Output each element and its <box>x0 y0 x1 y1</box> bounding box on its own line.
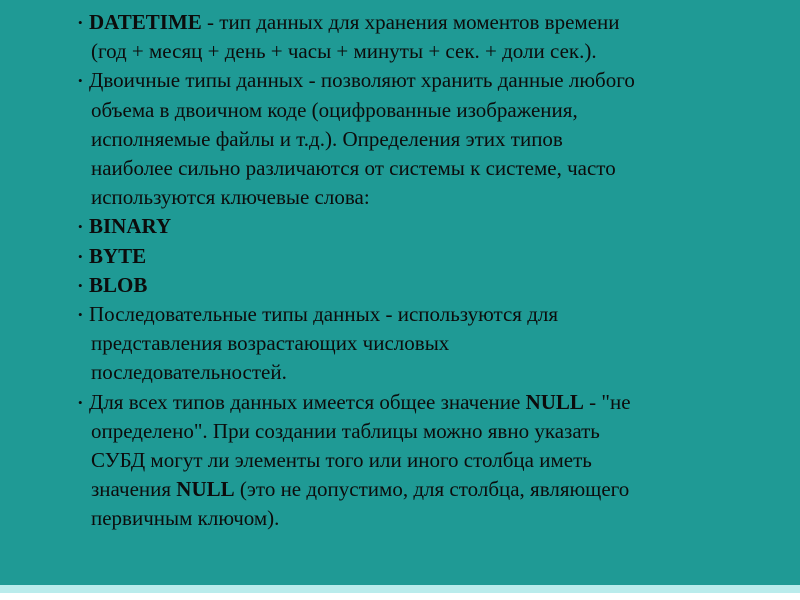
bold-keyword: NULL <box>525 389 584 414</box>
bullet-line <box>89 8 792 37</box>
bullet-dot-icon: • <box>78 15 83 30</box>
bullet-dot-icon: • <box>78 248 83 264</box>
bullet-null-value <box>78 388 792 534</box>
bullet-line: исполняемые файлы и т.д.). Определения этих типов <box>91 126 563 151</box>
bullet-keyword: BINARY <box>89 214 172 239</box>
bullet-line: используются ключевые слова: <box>91 185 370 210</box>
bullet-line: Последовательные типы данных - используются для <box>89 302 559 327</box>
bold-keyword: DATETIME <box>89 10 202 34</box>
bullet-datetime <box>78 8 792 66</box>
bullet-keyword: BYTE <box>89 243 147 268</box>
bullet-line: СУБД могут ли элементы того или иного столбца иметь <box>91 448 592 473</box>
slide-bottom-edge <box>0 585 800 600</box>
bullet-dot-icon: • <box>78 277 83 293</box>
bullet-dot-icon: • <box>78 219 83 235</box>
bullet-line <box>89 388 792 417</box>
bullet-line: (год + месяц + день + часы + минуты + сек. + доли сек.). <box>91 39 597 64</box>
bullet-binary-types <box>78 66 792 212</box>
bullet-line: последовательностей. <box>91 360 287 385</box>
bullet-line: наиболее сильно различаются от системы к системе, часто <box>91 156 616 181</box>
bullet-line: Двоичные типы данных - позволяют хранить данные любого <box>89 68 635 93</box>
bullet-text: Для всех типов данных имеется общее значение <box>89 389 526 414</box>
bullet-sequential-types <box>78 300 792 388</box>
bullet-line: определено". При создании таблицы можно явно указать <box>91 418 600 443</box>
bullet-line: объема в двоичном коде (оцифрованные изображения, <box>91 97 578 122</box>
bold-keyword: NULL <box>176 477 235 502</box>
bullet-line: представления возрастающих числовых <box>91 331 450 356</box>
bullet-binary <box>78 212 792 241</box>
bullet-text: - "не <box>583 389 631 414</box>
bullet-dot-icon: • <box>78 307 83 323</box>
bullet-text: - тип данных для хранения моментов времени <box>201 10 620 34</box>
bullet-line <box>89 475 792 504</box>
bullet-byte <box>78 242 792 271</box>
bullet-line: первичным ключом). <box>91 506 280 531</box>
bullet-text: (это не допустимо, для столбца, являющего <box>234 477 630 502</box>
bullet-blob <box>78 271 792 300</box>
bullet-keyword: BLOB <box>89 272 148 297</box>
slide-text-body <box>78 8 792 534</box>
bullet-dot-icon: • <box>78 73 83 89</box>
bullet-text: значения <box>91 477 177 502</box>
bullet-dot-icon: • <box>78 394 83 410</box>
